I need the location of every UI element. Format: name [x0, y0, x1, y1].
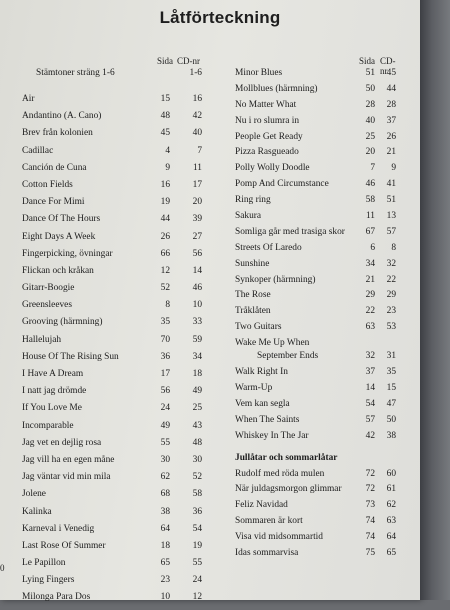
song-title: Lying Fingers — [22, 575, 75, 586]
cd-number: 27 — [192, 231, 202, 242]
song-title: Milonga Para Dos — [22, 592, 91, 603]
cd-number: 18 — [192, 369, 202, 379]
song-title: Nu i ro slumra in — [235, 115, 300, 126]
list-item — [235, 383, 395, 399]
cd-number: 29 — [386, 290, 396, 301]
page-number: 22 — [365, 306, 375, 317]
list-item — [22, 507, 212, 524]
song-title: Last Rose Of Summer — [22, 540, 106, 551]
list-item — [22, 283, 212, 300]
list-item — [235, 322, 395, 338]
page-number: 45 — [160, 128, 170, 139]
left-column — [22, 56, 212, 610]
page-number: 15 — [160, 94, 170, 104]
song-title: Ring ring — [235, 195, 271, 206]
list-item — [22, 94, 212, 111]
song-title: Incomparable — [22, 420, 74, 431]
song-title: Cotton Fields — [22, 179, 73, 190]
page-number: 49 — [160, 420, 170, 431]
page-number: 55 — [160, 437, 170, 448]
cd-number: 51 — [386, 195, 396, 206]
page-number: 34 — [365, 258, 375, 269]
cd-number: 21 — [386, 147, 396, 158]
page-number: 25 — [365, 131, 375, 142]
list-item — [235, 469, 395, 485]
cd-number: 44 — [386, 83, 396, 94]
page-number: 9 — [165, 162, 170, 173]
cd-number: 47 — [386, 398, 396, 409]
page-number: 29 — [365, 290, 375, 301]
list-item — [22, 558, 212, 575]
page-number: 16 — [160, 179, 170, 190]
list-item — [22, 352, 212, 369]
list-item — [22, 575, 212, 592]
cd-number: 53 — [386, 322, 396, 333]
cd-number: 1-6 — [189, 68, 202, 78]
list-item — [235, 100, 395, 116]
list-item — [22, 524, 212, 541]
cd-number: 31 — [386, 351, 396, 362]
list-item — [235, 147, 395, 163]
list-item — [235, 484, 395, 500]
song-title: Jolene — [22, 489, 46, 500]
list-item — [235, 195, 395, 211]
cd-number: 63 — [386, 516, 396, 527]
song-title: Warm-Up — [235, 383, 273, 394]
cd-header: CD-nr — [380, 56, 396, 76]
cd-number: 38 — [386, 430, 396, 441]
cd-number: 25 — [192, 403, 202, 414]
cd-number: 14 — [192, 265, 202, 276]
list-item — [22, 68, 212, 94]
list-item — [235, 275, 395, 291]
page-number: 56 — [160, 386, 170, 397]
list-item — [22, 197, 212, 214]
list-item — [22, 214, 212, 231]
song-title: Pizza Rasgueado — [235, 147, 299, 158]
song-title: Cadillac — [22, 145, 54, 156]
song-title: Wake Me Up When — [235, 338, 310, 349]
list-item — [235, 516, 395, 532]
page-number: 63 — [365, 322, 375, 333]
right-song-list — [235, 68, 395, 338]
page-number: 20 — [365, 147, 375, 158]
list-item — [22, 335, 212, 352]
song-title: Sunshine — [235, 258, 270, 269]
page-number: 32 — [365, 351, 375, 362]
list-item — [235, 306, 395, 322]
page-title: Låtförteckning — [159, 8, 281, 27]
page-number: 7 — [370, 163, 375, 174]
list-item — [235, 211, 395, 227]
song-title: Pomp And Circumstance — [235, 179, 329, 190]
list-item — [22, 163, 212, 180]
list-item — [22, 403, 212, 420]
list-item — [235, 532, 395, 548]
cd-number: 23 — [386, 306, 396, 317]
page-number: 73 — [365, 500, 375, 511]
cd-number: 26 — [386, 131, 396, 142]
page-number: 65 — [160, 558, 170, 569]
song-title: Hallelujah — [22, 334, 62, 345]
cd-number: 15 — [386, 383, 396, 394]
left-song-list — [22, 94, 212, 610]
song-title: Visa vid midsommartid — [235, 532, 323, 543]
song-title: Somliga går med trasiga skor — [235, 226, 345, 237]
song-title: Walk Right In — [235, 367, 288, 378]
song-title: If You Love Me — [22, 403, 82, 414]
page-number: 23 — [160, 575, 170, 586]
song-title: Gitarr-Boogie — [22, 283, 75, 294]
song-title: People Get Ready — [235, 131, 303, 142]
list-item — [235, 548, 395, 564]
song-title: Two Guitars — [235, 322, 282, 333]
cd-number: 32 — [386, 258, 396, 269]
list-item — [22, 317, 212, 334]
list-item — [22, 438, 212, 455]
cd-number: 60 — [386, 468, 396, 479]
page-number: 35 — [160, 317, 170, 328]
cd-number: 52 — [192, 472, 202, 483]
page-number: 57 — [365, 414, 375, 425]
page-number: 24 — [160, 403, 170, 414]
song-title: Flickan och kråkan — [22, 265, 94, 276]
page-number: 10 — [160, 592, 170, 603]
song-title: Grooving (härmning) — [22, 317, 103, 328]
cd-number: 11 — [192, 162, 202, 173]
list-item — [235, 243, 395, 259]
section-heading: Jullåtar och sommarlåtar — [235, 452, 338, 463]
cd-number: 37 — [386, 115, 396, 126]
list-item — [235, 179, 395, 195]
song-title: Polly Wolly Doodle — [235, 163, 310, 174]
cd-number: 13 — [386, 211, 396, 222]
song-title: Jag vet en dejlig rosa — [22, 437, 102, 448]
cd-number: 30 — [192, 454, 202, 465]
cd-header: CD-nr — [177, 56, 200, 66]
list-item — [22, 386, 212, 403]
page-number: 26 — [160, 231, 170, 242]
song-title: Synkoper (härmning) — [235, 274, 316, 285]
list-item — [235, 500, 395, 516]
song-title: Idas sommarvisa — [235, 548, 299, 559]
song-title: Sommaren är kort — [235, 516, 303, 527]
cd-number: 48 — [192, 437, 202, 448]
cd-number: 62 — [386, 500, 396, 511]
list-item — [235, 259, 395, 275]
cd-number: 7 — [197, 145, 202, 156]
song-title: Air — [22, 94, 35, 104]
song-title: Kalinka — [22, 506, 52, 517]
song-title: House Of The Rising Sun — [22, 351, 119, 362]
page-number: 8 — [165, 300, 170, 311]
list-item — [22, 421, 212, 438]
page-number: 50 — [365, 83, 375, 94]
song-title: Jag vill ha en egen måne — [22, 454, 115, 465]
song-title: Brev från kolonien — [22, 128, 93, 139]
page-number: 74 — [365, 516, 375, 527]
page-number: 48 — [160, 111, 170, 122]
page-number: 12 — [160, 265, 170, 276]
cd-number: 35 — [386, 367, 396, 378]
song-title: I Have A Dream — [22, 369, 84, 379]
song-title: I natt jag drömde — [22, 386, 87, 397]
page-number: 52 — [160, 283, 170, 294]
page-number: 21 — [365, 274, 375, 285]
cd-number: 56 — [192, 248, 202, 259]
cd-number: 40 — [192, 128, 202, 139]
page-number: 54 — [365, 398, 375, 409]
list-item — [22, 541, 212, 558]
cd-number: 54 — [192, 523, 202, 534]
song-title: Fingerpicking, övningar — [22, 248, 113, 259]
list-item — [22, 180, 212, 197]
cd-number: 59 — [192, 334, 202, 345]
page-number: 64 — [160, 523, 170, 534]
list-item — [235, 415, 395, 431]
page-number: 66 — [160, 248, 170, 259]
list-item — [22, 249, 212, 266]
page-number: 37 — [365, 367, 375, 378]
cd-number: 10 — [192, 300, 202, 311]
page-number: 67 — [365, 226, 375, 237]
cd-number: 22 — [386, 274, 396, 285]
cd-number: 58 — [192, 489, 202, 500]
list-item — [235, 367, 395, 383]
page-number: 30 — [160, 454, 170, 465]
page-number: 42 — [365, 430, 375, 441]
song-title: Sakura — [235, 211, 262, 222]
song-title: No Matter What — [235, 99, 297, 110]
song-title: När juldagsmorgon glimmar — [235, 484, 342, 495]
cd-number: 28 — [386, 99, 396, 110]
cd-number: 43 — [192, 420, 202, 431]
song-title-continued: September Ends — [257, 351, 319, 362]
list-item — [235, 163, 395, 179]
page-number: 4 — [165, 145, 170, 156]
cd-number: 39 — [192, 214, 202, 225]
page-number: 62 — [160, 472, 170, 483]
page-number: 70 — [160, 334, 170, 345]
list-item — [22, 266, 212, 283]
list-item — [235, 116, 395, 132]
cd-number: 50 — [386, 414, 396, 425]
right-song-list-continued — [235, 367, 395, 446]
song-title: When The Saints — [235, 414, 300, 425]
song-title: Streets Of Laredo — [235, 242, 302, 253]
cd-number: 61 — [386, 484, 396, 495]
song-title: Rudolf med röda mulen — [235, 468, 325, 479]
list-item — [235, 431, 395, 447]
list-item — [235, 290, 395, 306]
page-number: 51 — [365, 68, 375, 78]
page-number: 46 — [365, 179, 375, 190]
list-item — [22, 128, 212, 145]
song-title: Tråklåten — [235, 306, 271, 317]
page-number: 72 — [365, 484, 375, 495]
list-item — [22, 489, 212, 506]
cd-number: 8 — [391, 242, 396, 253]
song-title: Le Papillon — [22, 558, 66, 569]
song-title: Dance For Mimi — [22, 197, 85, 208]
list-item — [235, 227, 395, 243]
cd-number: 42 — [192, 111, 202, 122]
list-item — [235, 399, 395, 415]
song-title: Greensleeves — [22, 300, 72, 311]
page-number: 6 — [370, 242, 375, 253]
song-title: Stämtoner sträng 1-6 — [36, 68, 115, 78]
cd-number: 16 — [192, 94, 202, 104]
list-item — [22, 300, 212, 317]
song-title: The Rose — [235, 290, 271, 301]
page-number: 74 — [365, 532, 375, 543]
page-number: 72 — [365, 468, 375, 479]
page-number: 58 — [365, 195, 375, 206]
list-item — [22, 369, 212, 386]
cd-number: 64 — [386, 532, 396, 543]
page-number: 18 — [160, 540, 170, 551]
list-item — [22, 146, 212, 163]
page-number: 11 — [365, 211, 375, 222]
cd-number: 65 — [386, 548, 396, 559]
list-item — [235, 68, 395, 84]
cd-number: 9 — [391, 163, 396, 174]
left-column-header — [22, 56, 212, 68]
list-item — [22, 111, 212, 128]
cd-number: 41 — [386, 179, 396, 190]
list-item — [22, 592, 212, 609]
song-title: Karneval i Venedig — [22, 523, 95, 534]
cd-number: 12 — [192, 592, 202, 603]
holiday-song-list — [235, 469, 395, 564]
song-title: Feliz Navidad — [235, 500, 288, 511]
page-number: 44 — [160, 214, 170, 225]
song-title: Vem kan segla — [235, 398, 290, 409]
list-item — [235, 338, 395, 367]
page-number: 40 — [365, 115, 375, 126]
list-item — [22, 455, 212, 472]
right-column — [235, 56, 395, 564]
cd-number: 33 — [192, 317, 202, 328]
page-number: 28 — [365, 99, 375, 110]
song-title: Andantino (A. Cano) — [22, 111, 102, 122]
cd-number: 17 — [192, 179, 202, 190]
cd-number: 20 — [192, 197, 202, 208]
page-number: 38 — [160, 506, 170, 517]
cd-number: 45 — [386, 68, 396, 78]
list-item — [22, 472, 212, 489]
list-item — [235, 132, 395, 148]
song-title: Canción de Cuna — [22, 162, 87, 173]
cd-number: 36 — [192, 506, 202, 517]
page-header: Sida — [157, 56, 174, 66]
song-title: Minor Blues — [235, 68, 283, 78]
page-header: Sida — [359, 56, 376, 66]
page-number-footer: 0 — [0, 563, 5, 573]
cd-number: 55 — [192, 558, 202, 569]
list-item — [22, 232, 212, 249]
page-number: 14 — [365, 383, 375, 394]
cd-number: 57 — [386, 226, 396, 237]
page-number: 68 — [160, 489, 170, 500]
song-title: Whiskey In The Jar — [235, 430, 309, 441]
song-title: Eight Days A Week — [22, 231, 96, 242]
cd-number: 24 — [192, 575, 202, 586]
cd-number: 19 — [192, 540, 202, 551]
page-number: 17 — [160, 369, 170, 379]
list-item — [235, 84, 395, 100]
page-number: 75 — [365, 548, 375, 559]
song-title: Dance Of The Hours — [22, 214, 101, 225]
page-number: 36 — [160, 351, 170, 362]
cd-number: 34 — [192, 351, 202, 362]
song-title: Jag väntar vid min mila — [22, 472, 111, 483]
song-title: Mollblues (härmning) — [235, 83, 318, 94]
book-spine-edge — [420, 0, 450, 600]
page-number: 19 — [160, 197, 170, 208]
cd-number: 49 — [192, 386, 202, 397]
cd-number: 46 — [192, 283, 202, 294]
